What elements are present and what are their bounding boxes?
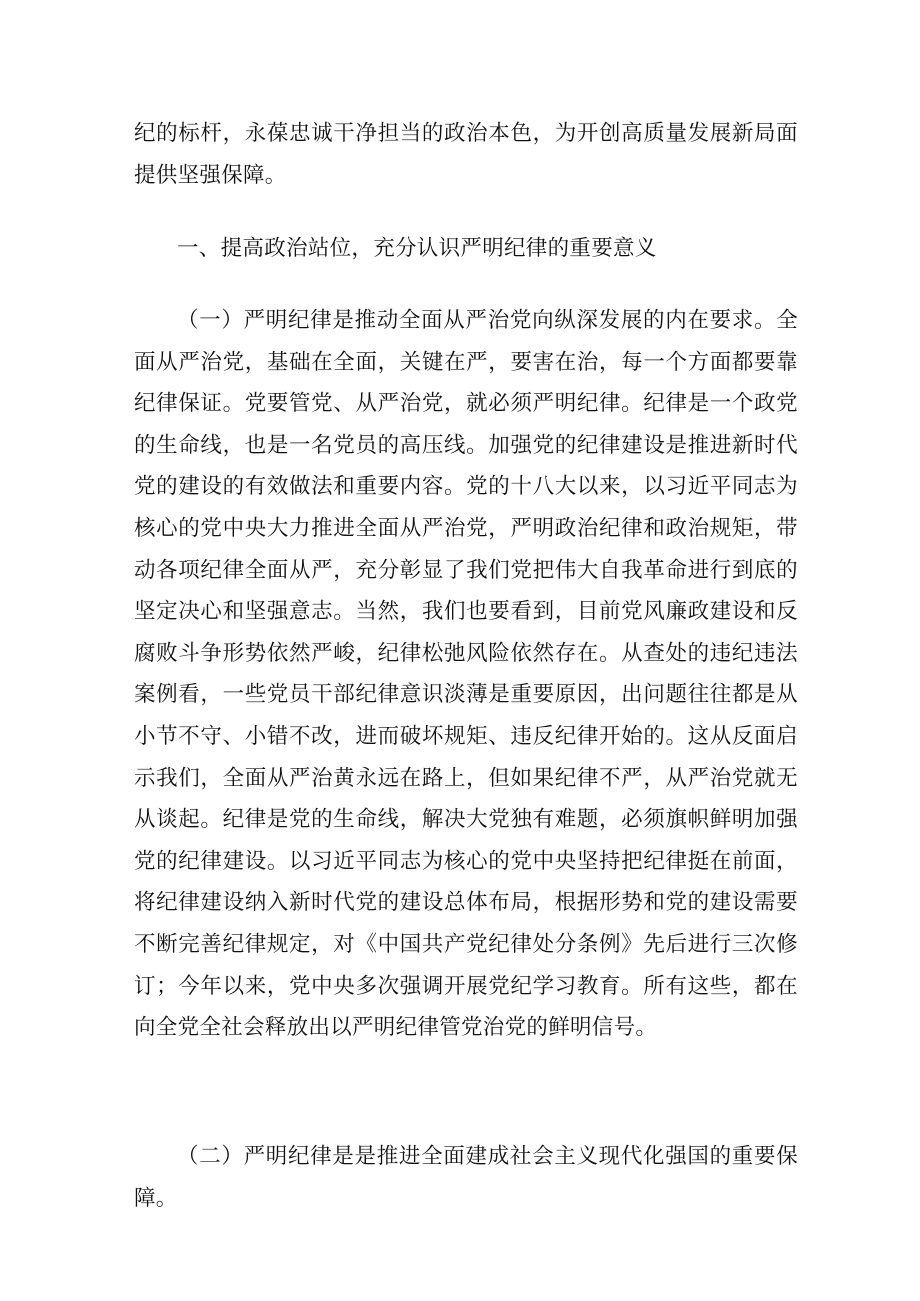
- paragraph-intro: 纪的标杆，永葆忠诚干净担当的政治本色，为开创高质量发展新局面提供坚强保障。: [134, 121, 798, 188]
- paragraph-one: （一）严明纪律是推动全面从严治党向纵深发展的内在要求。全面从严治党，基础在全面，关键在严，要害在治，每一个方面都要靠纪律保证。党要管党、从严治党，就必须严明纪律。纪律是一个政党的生命线，也是一名党员的高压线。加强党的纪律建设是推进新时代党的建设的有效做法和重要内容。党的十八大以来，以习近平同志为核心的党中央大力推进全面从严治党，严明政治纪律和政治规矩，带动各项纪律全面从严，充分彰显了我们党把伟大自我革命进行到底的坚定决心和坚强意志。当然，我们也要看到，目前党风廉政建设和反腐败斗争形势依然严峻，纪律松弛风险依然存在。从查处的违纪违法案例看，一些党员干部纪律意识淡薄是重要原因，出问题往往都是从小节不守、小错不改，进而破坏规矩、违反纪律开始的。这从反面启示我们，全面从严治黄永远在路上，但如果纪律不严，从严治党就无从谈起。纪律是党的生命线，解决大党独有难题，必须旗帜鲜明加强党的纪律建设。以习近平同志为核心的党中央坚持把纪律挺在前面，将纪律建设纳入新时代党的建设总体布局，根据形势和党的建设需要不断完善纪律规定，对《中国共产党纪律处分条例》先后进行三次修订；今年以来，党中央多次强调开展党纪学习教育。所有这些，都在向全党全社会释放出以严明纪律管党治党的鲜明信号。: [134, 308, 798, 1041]
- section-heading: 一、提高政治站位，充分认识严明纪律的重要意义: [177, 236, 657, 261]
- paragraph-two: （二）严明纪律是是推进全面建成社会主义现代化强国的重要保障。: [134, 1144, 798, 1211]
